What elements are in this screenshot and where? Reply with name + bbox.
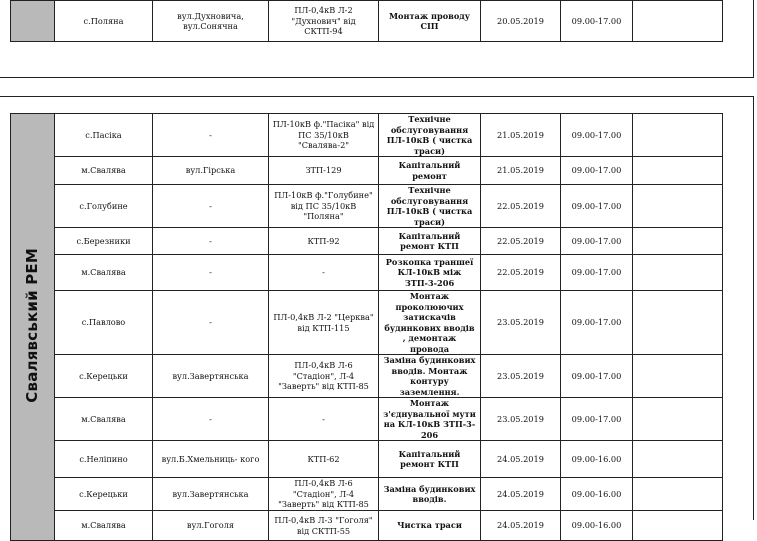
settlement-cell: м.Свалява <box>55 511 153 541</box>
time-cell: 09.00-17.00 <box>561 1 633 42</box>
date-cell: 22.05.2019 <box>481 228 561 255</box>
date-cell: 24.05.2019 <box>481 478 561 511</box>
date-cell: 22.05.2019 <box>481 185 561 228</box>
table-row <box>11 114 723 157</box>
table-row <box>11 441 723 478</box>
table-row <box>11 157 723 185</box>
previous-page-table <box>10 0 723 42</box>
time-cell: 09.00-17.00 <box>561 185 633 228</box>
work-cell: Заміна будинкових вводів. <box>379 478 481 511</box>
object-cell: ПЛ-0,4кВ Л-6 "Стадіон", Л-4 "Заверть" від КТП-85 <box>269 355 379 398</box>
extra-cell <box>633 185 723 228</box>
object-cell: ЗТП-129 <box>269 157 379 185</box>
work-cell: Чистка траси <box>379 511 481 541</box>
extra-cell <box>633 157 723 185</box>
extra-cell <box>633 114 723 157</box>
rem-cell-stub <box>11 1 55 42</box>
object-cell: ПЛ-10кВ ф."Пасіка" від ПС 35/10кВ "Свалява-2" <box>269 114 379 157</box>
table-row <box>11 478 723 511</box>
rem-name-cell <box>11 114 55 541</box>
previous-page-fragment <box>0 0 754 78</box>
time-cell: 09.00-17.00 <box>561 398 633 441</box>
street-cell: - <box>153 185 269 228</box>
extra-cell <box>633 1 723 42</box>
extra-cell <box>633 255 723 291</box>
date-cell: 21.05.2019 <box>481 157 561 185</box>
date-cell: 21.05.2019 <box>481 114 561 157</box>
settlement-cell: м.Свалява <box>55 398 153 441</box>
time-cell: 09.00-17.00 <box>561 291 633 355</box>
time-cell: 09.00-16.00 <box>561 511 633 541</box>
outage-schedule-table <box>10 113 723 541</box>
extra-cell <box>633 441 723 478</box>
date-cell: 24.05.2019 <box>481 511 561 541</box>
object-cell: - <box>269 398 379 441</box>
work-cell: Монтаж проколюючих затискачів будинкових вводів , демонтаж провода <box>379 291 481 355</box>
current-page <box>0 96 754 536</box>
table-row <box>11 398 723 441</box>
settlement-cell: с.Березники <box>55 228 153 255</box>
settlement-cell: с.Неліпино <box>55 441 153 478</box>
object-cell: - <box>269 255 379 291</box>
table-row <box>11 291 723 355</box>
settlement-cell: с.Пасіка <box>55 114 153 157</box>
object-cell: КТП-92 <box>269 228 379 255</box>
work-cell: Технічне обслуговування ПЛ-10кВ ( чистка траси) <box>379 185 481 228</box>
time-cell: 09.00-16.00 <box>561 441 633 478</box>
time-cell: 09.00-17.00 <box>561 157 633 185</box>
extra-cell <box>633 355 723 398</box>
settlement-cell: м.Свалява <box>55 157 153 185</box>
date-cell: 24.05.2019 <box>481 441 561 478</box>
date-cell: 23.05.2019 <box>481 355 561 398</box>
table-row <box>11 185 723 228</box>
street-cell: вул.Духновича, вул.Сонячна <box>153 1 269 42</box>
settlement-cell: м.Свалява <box>55 255 153 291</box>
object-cell: ПЛ-0,4кВ Л-2 "Церква" від КТП-115 <box>269 291 379 355</box>
extra-cell <box>633 228 723 255</box>
table-row <box>11 511 723 541</box>
time-cell: 09.00-17.00 <box>561 355 633 398</box>
work-cell: Монтаж з'єднувальної мути на КЛ-10кВ ЗТП-3-206 <box>379 398 481 441</box>
work-cell: Розкопка траншеї КЛ-10кВ між ЗТП-3-206 <box>379 255 481 291</box>
date-cell: 20.05.2019 <box>481 1 561 42</box>
work-cell: Капітальний ремонт <box>379 157 481 185</box>
settlement-cell: с.Поляна <box>55 1 153 42</box>
settlement-cell: с.Керецьки <box>55 355 153 398</box>
work-cell: Монтаж проводу СІП <box>379 1 481 42</box>
work-cell: Капітальний ремонт КТП <box>379 228 481 255</box>
object-cell: КТП-62 <box>269 441 379 478</box>
object-cell: ПЛ-0,4кВ Л-6 "Стадіон", Л-4 "Заверть" від КТП-85 <box>269 478 379 511</box>
street-cell: вул.Завертянська <box>153 355 269 398</box>
time-cell: 09.00-17.00 <box>561 255 633 291</box>
time-cell: 09.00-17.00 <box>561 114 633 157</box>
street-cell: вул.Б.Хмельниць- кого <box>153 441 269 478</box>
work-cell: Технічне обслуговування ПЛ-10кВ ( чистка траси) <box>379 114 481 157</box>
page-gap <box>0 78 757 96</box>
table-row <box>11 1 723 42</box>
object-cell: ПЛ-10кВ ф."Голубине" від ПС 35/10кВ "Поляна" <box>269 185 379 228</box>
object-cell: ПЛ-0,4кВ Л-3 "Гоголя" від СКТП-55 <box>269 511 379 541</box>
street-cell: - <box>153 255 269 291</box>
date-cell: 22.05.2019 <box>481 255 561 291</box>
street-cell: - <box>153 114 269 157</box>
work-cell: Заміна будинкових вводів. Монтаж контуру заземлення. <box>379 355 481 398</box>
street-cell: - <box>153 228 269 255</box>
street-cell: - <box>153 291 269 355</box>
table-row <box>11 255 723 291</box>
street-cell: вул.Гоголя <box>153 511 269 541</box>
table-body <box>11 114 723 541</box>
street-cell: вул.Завертянська <box>153 478 269 511</box>
extra-cell <box>633 511 723 541</box>
date-cell: 23.05.2019 <box>481 291 561 355</box>
extra-cell <box>633 291 723 355</box>
settlement-cell: с.Голубине <box>55 185 153 228</box>
object-cell: ПЛ-0,4кВ Л-2 "Духнович" від СКТП-94 <box>269 1 379 42</box>
street-cell: - <box>153 398 269 441</box>
work-cell: Капітальний ремонт КТП <box>379 441 481 478</box>
extra-cell <box>633 478 723 511</box>
time-cell: 09.00-16.00 <box>561 478 633 511</box>
table-row <box>11 355 723 398</box>
date-cell: 23.05.2019 <box>481 398 561 441</box>
time-cell: 09.00-17.00 <box>561 228 633 255</box>
rem-name-label: Свалявський РЕМ <box>23 248 42 404</box>
settlement-cell: с.Керецьки <box>55 478 153 511</box>
settlement-cell: с.Павлово <box>55 291 153 355</box>
extra-cell <box>633 398 723 441</box>
table-row <box>11 228 723 255</box>
street-cell: вул.Гірська <box>153 157 269 185</box>
